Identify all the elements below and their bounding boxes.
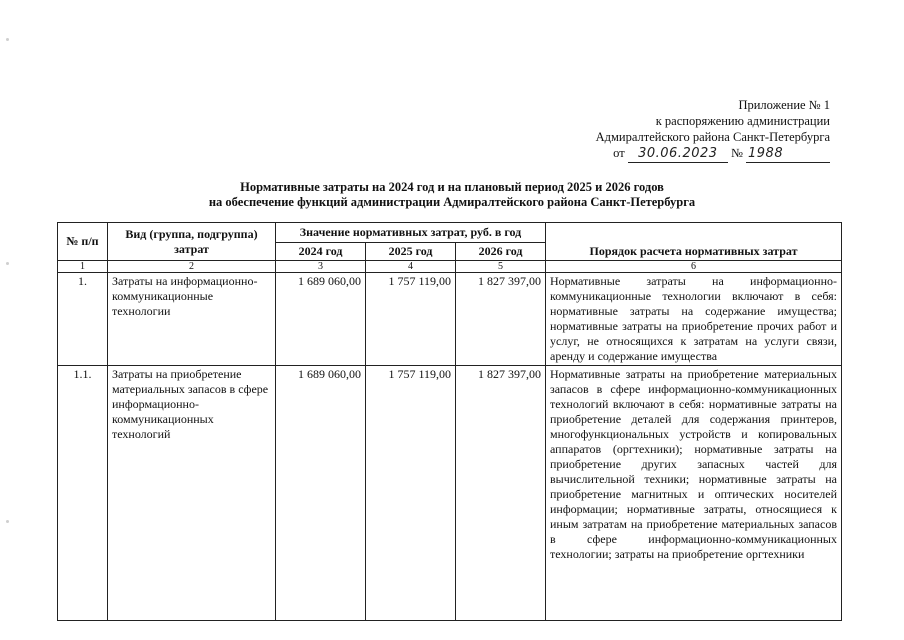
scan-speck bbox=[6, 520, 9, 523]
header-row-1 bbox=[58, 223, 842, 243]
row-value-2025: 1 757 119,00 bbox=[366, 273, 456, 366]
row-method: Нормативные затраты на приобретение материальных запасов в сфере информационно-коммуникационных технологий включают в себя: нормативные затраты на приобретение деталей для содержания принтеров, многофункциональных устройств и копировальных аппаратов (оргтехники); нормативные затраты на приобретение других запасных частей для вычислительной техники; нормативные затраты на приобретение магнитных и оптических носителей информации; нормативные затраты, относящиеся к иным затратам на приобретение материальных запасов в сфере информационно-коммуникационных технологии; затраты на приобретение оргтехники bbox=[546, 366, 842, 621]
header-values-group: Значение нормативных затрат, руб. в год bbox=[276, 223, 546, 243]
title-line-2: на обеспечение функций администрации Адмиралтейского района Санкт-Петербурга bbox=[208, 195, 696, 209]
row-value-2026: 1 827 397,00 bbox=[456, 366, 546, 621]
row-value-2025: 1 757 119,00 bbox=[366, 366, 456, 621]
title-line-1: Нормативные затраты на 2024 год и на плановый период 2025 и 2026 годов bbox=[240, 180, 664, 194]
row-value-2024: 1 689 060,00 bbox=[276, 366, 366, 621]
row-value-2026: 1 827 397,00 bbox=[456, 273, 546, 366]
appendix-title: Приложение № 1 bbox=[738, 98, 830, 112]
scan-speck bbox=[6, 262, 9, 265]
appendix-order-ref: к распоряжению администрации bbox=[655, 114, 830, 128]
handwritten-number: 1988 bbox=[746, 146, 830, 163]
row-method: Нормативные затраты на информационно-коммуникационные технологии включают в себя: нормативные затраты на содержание имущества; нормативные затраты на приобретение прочих работ и услуг, не относящихся к затратам на услуги связи, аренду и содержание имущества bbox=[546, 273, 842, 366]
column-index: 1 bbox=[58, 261, 108, 273]
header-2026: 2026 год bbox=[456, 243, 546, 261]
column-index-row bbox=[58, 261, 842, 273]
column-index: 2 bbox=[108, 261, 276, 273]
column-index: 4 bbox=[366, 261, 456, 273]
header-method: Порядок расчета нормативных затрат bbox=[546, 223, 842, 261]
row-number: 1. bbox=[58, 273, 108, 366]
header-type: Вид (группа, подгруппа) затрат bbox=[108, 223, 276, 261]
number-prefix: № bbox=[730, 146, 743, 160]
appendix-date-line bbox=[596, 145, 830, 163]
column-index: 3 bbox=[276, 261, 366, 273]
table-row bbox=[58, 366, 842, 621]
row-number: 1.1. bbox=[58, 366, 108, 621]
date-prefix: от bbox=[613, 146, 625, 160]
norm-costs-table bbox=[57, 222, 842, 621]
row-cost-type: Затраты на приобретение материальных запасов в сфере информационно-коммуникационных технологий bbox=[108, 366, 276, 621]
scan-speck bbox=[6, 38, 9, 41]
document-title bbox=[0, 180, 904, 210]
table-row bbox=[58, 273, 842, 366]
header-num: № п/п bbox=[58, 223, 108, 261]
row-cost-type: Затраты на информационно-коммуникационные технологии bbox=[108, 273, 276, 366]
column-index: 6 bbox=[546, 261, 842, 273]
handwritten-date: 30.06.2023 bbox=[628, 146, 728, 163]
appendix-block bbox=[596, 97, 830, 163]
row-value-2024: 1 689 060,00 bbox=[276, 273, 366, 366]
column-index: 5 bbox=[456, 261, 546, 273]
header-2025: 2025 год bbox=[366, 243, 456, 261]
header-2024: 2024 год bbox=[276, 243, 366, 261]
appendix-district: Адмиралтейского района Санкт-Петербурга bbox=[595, 130, 830, 144]
